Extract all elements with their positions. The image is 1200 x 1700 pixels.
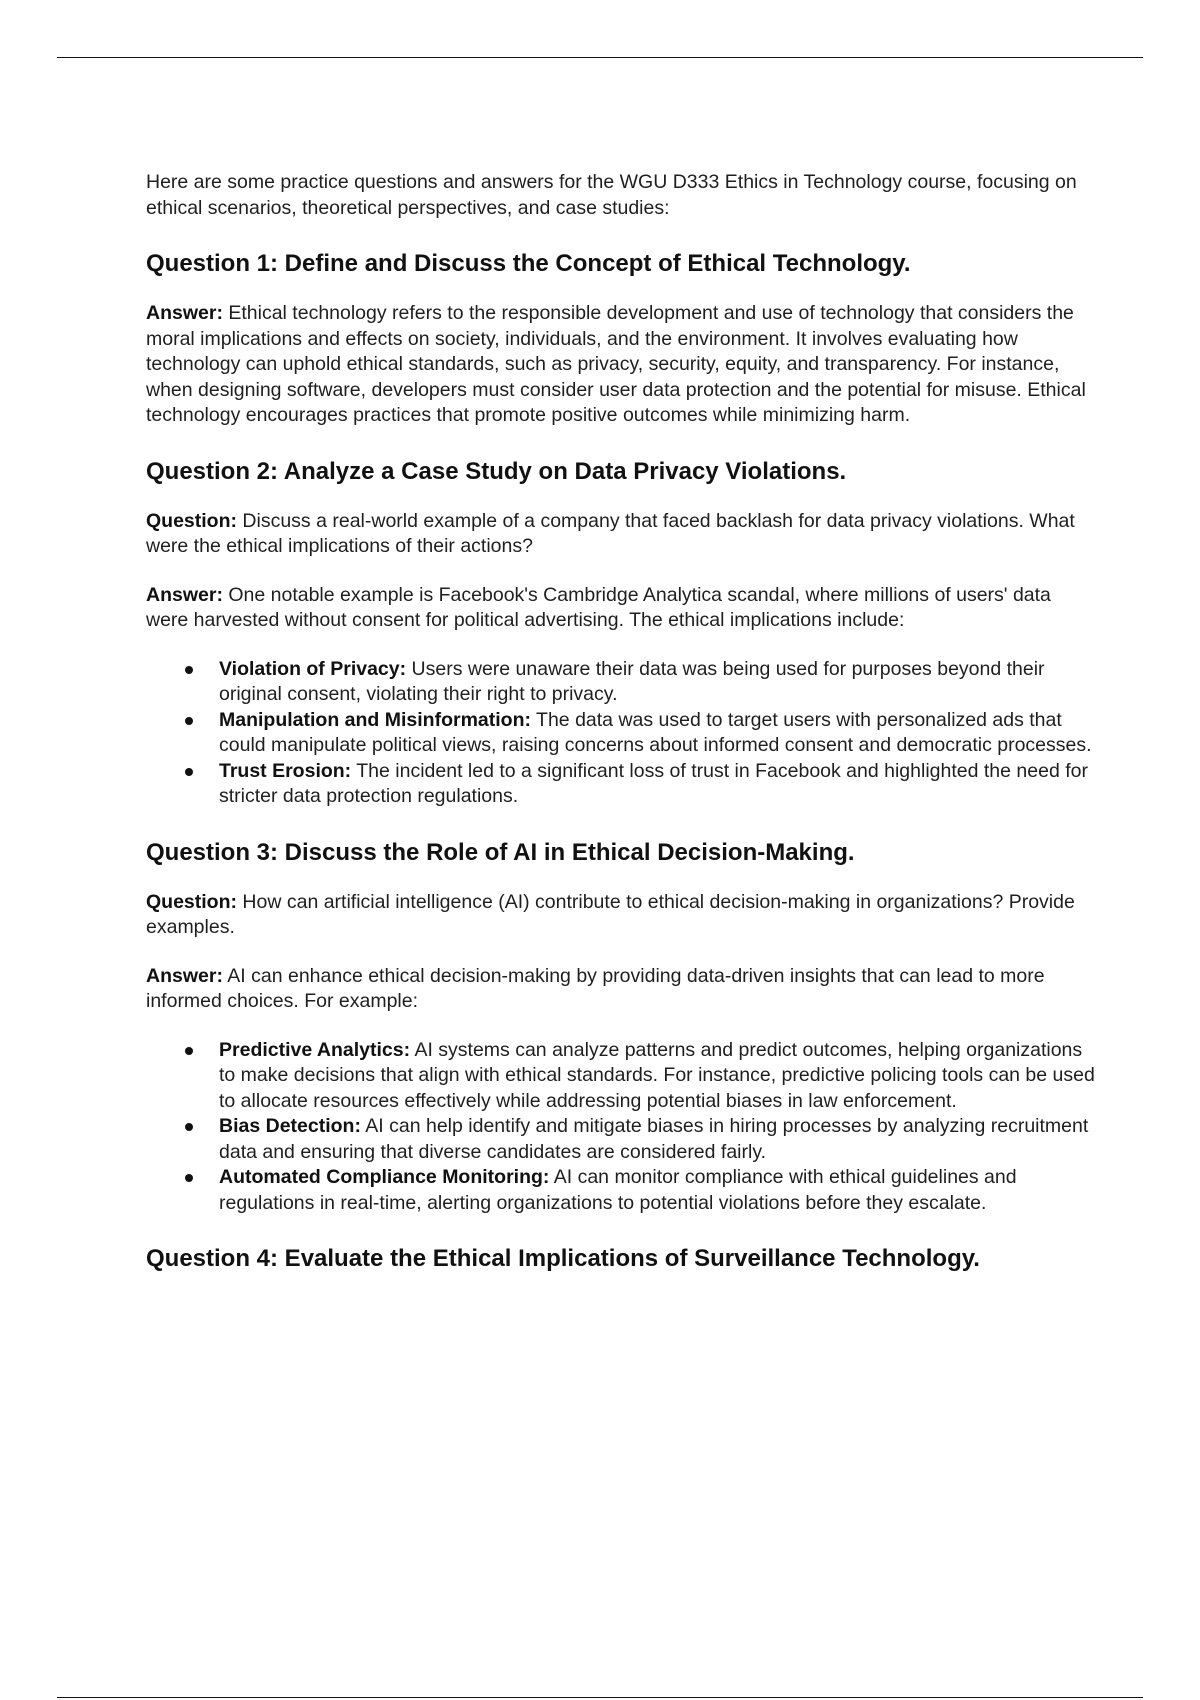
answer-text: AI can enhance ethical decision-making by providing data-driven insights that can lead to more informed choices. For example:	[146, 964, 1045, 1012]
bullet-label: Automated Compliance Monitoring:	[219, 1166, 550, 1188]
list-item	[219, 1165, 1096, 1216]
question-text: Discuss a real-world example of a company that faced backlash for data privacy violations. What were the ethical implications of their actions?	[146, 509, 1075, 557]
question-label: Question:	[146, 890, 237, 913]
list-item	[219, 759, 1096, 810]
top-rule	[57, 57, 1143, 58]
document-body	[146, 170, 1096, 1296]
bullet-text: AI can help identify and mitigate biases in hiring processes by analyzing recruitment data and ensuring that diverse candidates are considered fairly.	[219, 1115, 1089, 1163]
question-2-heading: Question 2: Analyze a Case Study on Data Privacy Violations.	[146, 457, 847, 485]
answer-text: One notable example is Facebook's Cambridge Analytica scandal, where millions of users' data were harvested without consent for political advertising. The ethical implications include:	[146, 583, 1051, 631]
question-3-answer	[146, 964, 1096, 1015]
answer-label: Answer:	[146, 302, 223, 324]
intro-paragraph: Here are some practice questions and answers for the WGU D333 Ethics in Technology course, focusing on ethical scenarios, theoretical perspectives, and case studies:	[146, 171, 1077, 219]
question-2-prompt	[146, 509, 1096, 560]
bottom-rule	[57, 1697, 1143, 1698]
question-1-answer	[146, 301, 1096, 429]
bullet-text: AI can monitor compliance with ethical guidelines and regulations in real-time, alerting organizations to potential violations before they escalate.	[219, 1166, 1017, 1214]
bullet-text: AI systems can analyze patterns and predict outcomes, helping organizations to make decisions that align with ethical standards. For instance, predictive policing tools can be used to allocate resources effectively while addressing potential biases in law enforcement.	[219, 1038, 1095, 1112]
bullet-label: Predictive Analytics:	[219, 1038, 411, 1061]
list-item	[219, 708, 1096, 759]
question-text: How can artificial intelligence (AI) contribute to ethical decision-making in organizations? Provide examples.	[146, 890, 1075, 938]
answer-label: Answer:	[146, 964, 223, 987]
question-3-prompt	[146, 890, 1096, 941]
answer-text: Ethical technology refers to the responsible development and use of technology that considers the moral implications and effects on society, individuals, and the environment. It involves evaluating how technology can uphold ethical standards, such as privacy, security, equity, and transparency. For instance, when designing software, developers must consider user data protection and the potential for misuse. Ethical technology encourages practices that promote positive outcomes while minimizing harm.	[146, 302, 1086, 426]
question-3-bullet-list	[146, 1038, 1096, 1217]
bullet-label: Bias Detection:	[219, 1115, 361, 1137]
question-2-bullet-list	[146, 657, 1096, 810]
answer-label: Answer:	[146, 583, 223, 606]
bullet-label: Trust Erosion:	[219, 759, 352, 782]
list-item	[219, 1038, 1096, 1115]
bullet-label: Violation of Privacy:	[219, 657, 407, 680]
bullet-text: The data was used to target users with personalized ads that could manipulate political views, raising concerns about informed consent and democratic processes.	[219, 708, 1092, 756]
question-2-answer	[146, 583, 1096, 634]
question-3-heading: Question 3: Discuss the Role of AI in Ethical Decision-Making.	[146, 838, 855, 866]
bullet-text: Users were unaware their data was being used for purposes beyond their original consent, violating their right to privacy.	[219, 657, 1045, 705]
bullet-text: The incident led to a significant loss of trust in Facebook and highlighted the need for stricter data protection regulations.	[219, 759, 1088, 807]
bullet-label: Manipulation and Misinformation:	[219, 708, 531, 731]
list-item	[219, 657, 1096, 708]
question-label: Question:	[146, 509, 237, 532]
question-1-heading: Question 1: Define and Discuss the Concept of Ethical Technology.	[146, 250, 911, 277]
list-item	[219, 1114, 1096, 1165]
question-4-heading: Question 4: Evaluate the Ethical Implications of Surveillance Technology.	[146, 1245, 980, 1272]
